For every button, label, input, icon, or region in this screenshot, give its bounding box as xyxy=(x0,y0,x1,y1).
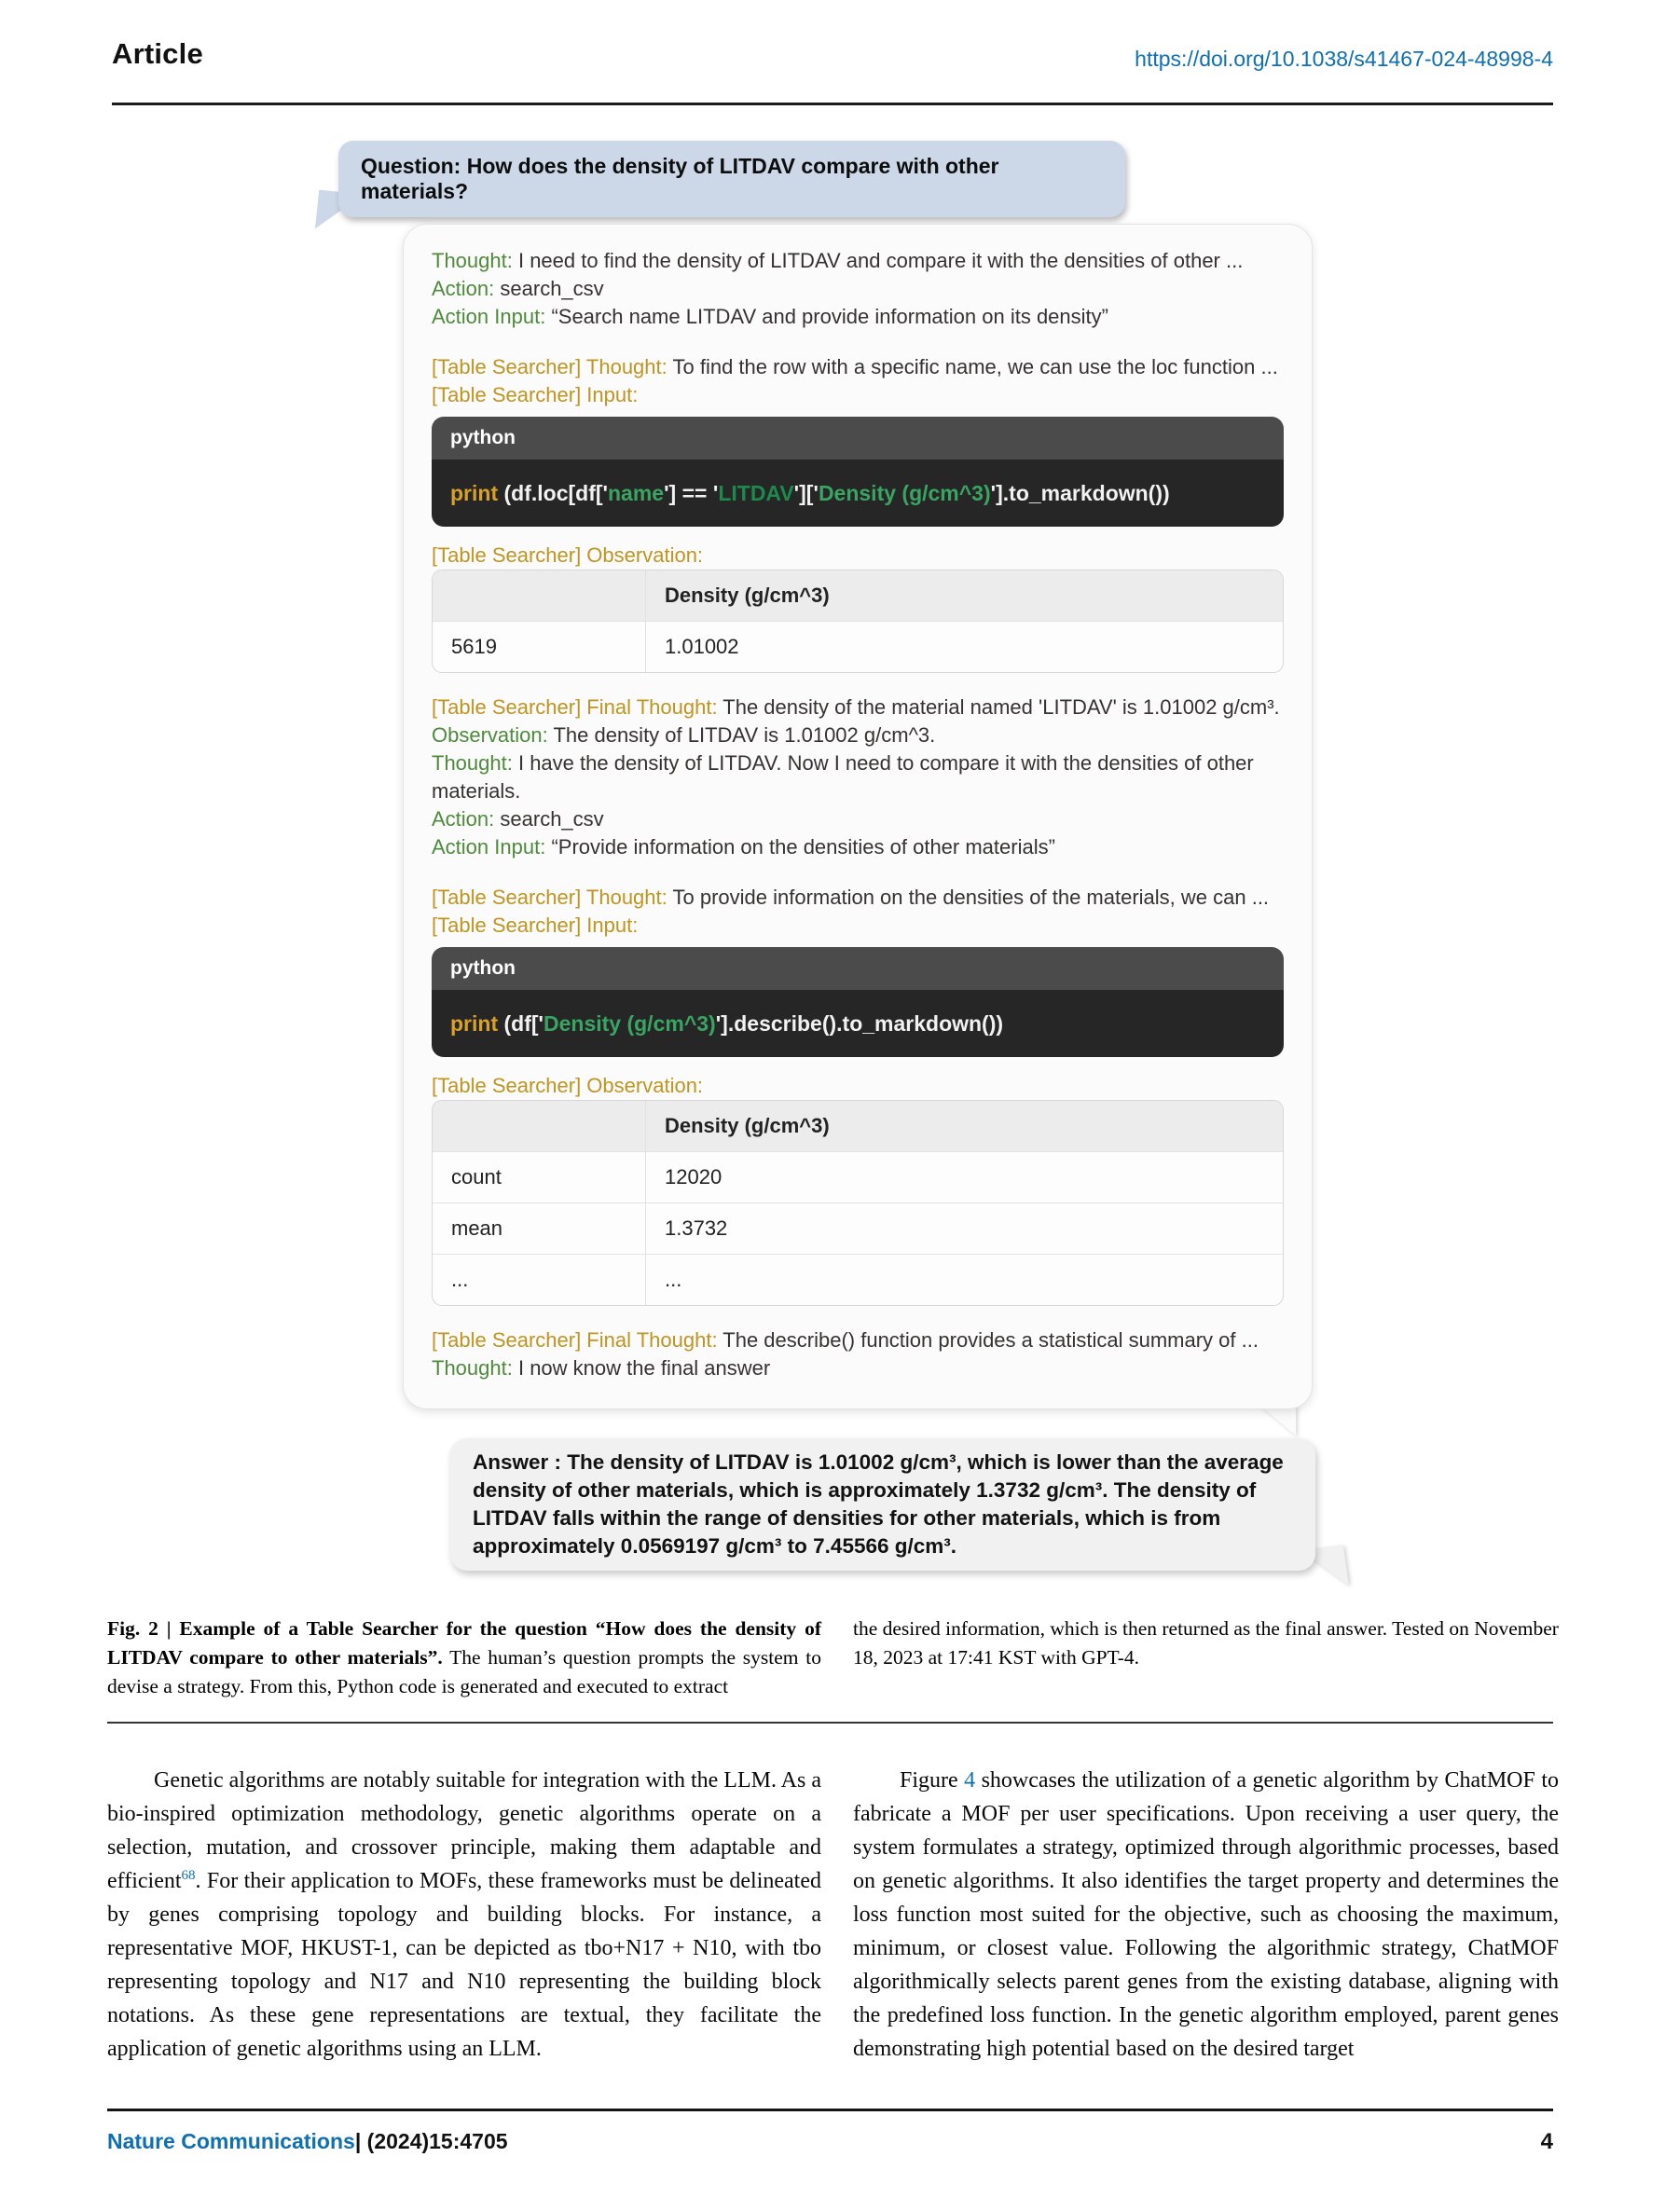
searcher-thought-label: [Table Searcher] Thought: xyxy=(432,886,667,909)
thought-text: I have the density of LITDAV. Now I need to compare it with the densities of other materials. xyxy=(432,751,1254,803)
searcher-input-line xyxy=(432,381,1284,409)
footer-rule xyxy=(107,2109,1553,2111)
code-string: Density (g/cm^3) xyxy=(818,481,991,505)
answer-bubble xyxy=(450,1438,1315,1571)
searcher1-thought-block xyxy=(432,353,1284,409)
code-line xyxy=(432,990,1284,1057)
action-label: Action: xyxy=(432,807,495,831)
table-header-density: Density (g/cm^3) xyxy=(645,1101,1283,1151)
searcher-input-label: [Table Searcher] Input: xyxy=(432,383,639,406)
code-language-label: python xyxy=(432,417,1284,460)
figure-caption-left xyxy=(107,1614,821,1701)
footer-separator: | xyxy=(354,2129,362,2153)
searcher-observation-line xyxy=(432,1072,1284,1100)
header-rule xyxy=(112,103,1553,105)
figure-caption-text: The human’s question prompts the system to devise a strategy. From this, Python code is generated and executed to extract xyxy=(107,1646,821,1697)
action-input-label: Action Input: xyxy=(432,835,546,859)
body-paragraph xyxy=(107,1764,821,2066)
footer-volume: (2024)15:4705 xyxy=(366,2129,508,2153)
citation-ref-link[interactable]: 68 xyxy=(181,1868,196,1883)
searcher-thought-text: To find the row with a specific name, we can use the loc function ... xyxy=(672,355,1278,378)
searcher-observation-line xyxy=(432,542,1284,570)
code-keyword: print xyxy=(450,1011,499,1036)
table-cell-value: 1.01002 xyxy=(645,621,1283,672)
code-language-label: python xyxy=(432,947,1284,990)
body-text: Figure xyxy=(900,1768,965,1793)
code-plain: (df[' xyxy=(498,1011,544,1036)
thought-line xyxy=(432,749,1284,805)
answer-text: Answer : The density of LITDAV is 1.01002 g/cm³, which is lower than the average density of other materials, which is approximately 1.3732 g/cm³. The density of LITDAV falls within the range of densities for other materials, which is from approximately 0.0569197 g/cm³ to 7.45566 g/cm³. xyxy=(473,1450,1284,1558)
code-string: name xyxy=(607,481,665,505)
page-number: 4 xyxy=(1540,2129,1553,2154)
searcher-input-label: [Table Searcher] Input: xyxy=(432,914,639,937)
body-paragraph xyxy=(853,1764,1559,2066)
body-text: Genetic algorithms are notably suitable for integration with the LLM. As a bio-inspired optimization methodology, genetic algorithms operate on a selection, mutation, and crossover principle, making them adaptable and efficient xyxy=(107,1768,821,1893)
figure-caption-right xyxy=(853,1614,1559,1672)
code-block-1 xyxy=(432,417,1284,527)
table-header-index xyxy=(433,570,645,621)
body-column-left xyxy=(107,1764,821,2066)
body-text: . For their application to MOFs, these frameworks must be delineated by genes comprising topology and building blocks. For instance, a representative MOF, HKUST-1, can be depicted as tbo+N17 + N10, with tbo representing topology and N17 and N10 representing the building block notations. As these gene representations are textual, they facilitate the application of genetic algorithms using an LLM. xyxy=(107,1869,821,2061)
body-text: showcases the utilization of a genetic algorithm by ChatMOF to fabricate a MOF per user specifications. Upon receiving a user query, the system formulates a strategy, optimized through algorithmic processes, based on genetic algorithms. It also identifies the target property and determines the loss function most suited for the objective, such as choosing the maximum, minimum, or closest value. Following the algorithmic strategy, ChatMOF algorithmically selects parent genes from the existing database, aligning with the predefined loss function. In the genetic algorithm employed, parent genes demonstrating high potential based on the desired target xyxy=(853,1768,1559,2061)
final-thought-label: Thought: xyxy=(432,1356,513,1380)
figure-caption-title: Fig. 2 | Example of a Table Searcher for the question “How does the density of LITDAV compare to other materials”. xyxy=(107,1617,821,1669)
table-cell-stat: ... xyxy=(433,1254,645,1305)
observation-label: Observation: xyxy=(432,723,548,747)
searcher-final-thought-label: [Table Searcher] Final Thought: xyxy=(432,695,718,719)
action-input-line xyxy=(432,833,1284,861)
thought-line xyxy=(432,247,1284,275)
searcher-final-thought-line xyxy=(432,1326,1284,1354)
searcher-thought-text: To provide information on the densities of the materials, we can ... xyxy=(672,886,1270,909)
action-label: Action: xyxy=(432,277,495,300)
figure-ref-link[interactable]: 4 xyxy=(964,1768,976,1793)
final-thought-text: I now know the final answer xyxy=(517,1356,771,1380)
question-bubble xyxy=(338,141,1125,217)
action-line xyxy=(432,805,1284,833)
action-input-text: “Provide information on the densities of other materials” xyxy=(551,835,1055,859)
code-string: LITDAV xyxy=(718,481,794,505)
searcher-thought-label: [Table Searcher] Thought: xyxy=(432,355,667,378)
searcher-observation-label: [Table Searcher] Observation: xyxy=(432,543,704,567)
code-block-2 xyxy=(432,947,1284,1057)
searcher-input-line xyxy=(432,912,1284,940)
table-header-density: Density (g/cm^3) xyxy=(645,570,1283,621)
action-input-line xyxy=(432,303,1284,331)
code-plain: (df.loc[df[' xyxy=(498,481,608,505)
thought-text: I need to find the density of LITDAV and compare it with the densities of other ... xyxy=(517,249,1244,272)
code-keyword: print xyxy=(450,481,499,505)
searcher-final-thought-line xyxy=(432,694,1284,721)
question-text: Question: How does the density of LITDAV compare with other materials? xyxy=(361,154,999,203)
searcher-observation-label: [Table Searcher] Observation: xyxy=(432,1074,704,1097)
action-text: search_csv xyxy=(500,807,604,831)
figure-caption-text: the desired information, which is then returned as the final answer. Tested on November 18, 2023 at 17:41 KST with GPT-4. xyxy=(853,1617,1559,1669)
code-string: Density (g/cm^3) xyxy=(544,1011,716,1036)
action-line xyxy=(432,275,1284,303)
code-plain: '].to_markdown()) xyxy=(990,481,1170,505)
thought-label: Thought: xyxy=(432,751,513,775)
table-cell-value: ... xyxy=(645,1254,1283,1305)
turn1-block xyxy=(432,247,1284,331)
searcher-thought-line xyxy=(432,353,1284,381)
article-type-label: Article xyxy=(112,37,203,70)
table-header-index xyxy=(433,1101,645,1151)
observation-line xyxy=(432,721,1284,749)
turn2-block xyxy=(432,721,1284,861)
action-input-label: Action Input: xyxy=(432,305,546,328)
action-input-text: “Search name LITDAV and provide information on its density” xyxy=(551,305,1108,328)
code-plain: '] == ' xyxy=(664,481,719,505)
observation-text: The density of LITDAV is 1.01002 g/cm^3. xyxy=(553,723,936,747)
table-cell-value: 1.3732 xyxy=(645,1202,1283,1254)
body-column-right xyxy=(853,1764,1559,2066)
table-cell-index: 5619 xyxy=(433,621,645,672)
final-thought-line xyxy=(432,1354,1284,1382)
searcher-thought-line xyxy=(432,884,1284,912)
table-cell-stat: count xyxy=(433,1151,645,1202)
code-plain: '].describe().to_markdown()) xyxy=(715,1011,1004,1036)
searcher-final-thought-label: [Table Searcher] Final Thought: xyxy=(432,1328,718,1352)
caption-rule xyxy=(107,1722,1553,1724)
searcher-final-thought-text: The density of the material named 'LITDAV' is 1.01002 g/cm³. xyxy=(722,695,1280,719)
searcher2-thought-block xyxy=(432,884,1284,940)
table-cell-value: 12020 xyxy=(645,1151,1283,1202)
doi-link[interactable]: https://doi.org/10.1038/s41467-024-48998-4 xyxy=(1135,47,1553,71)
footer-citation xyxy=(107,2129,508,2154)
searcher-final-thought-text: The describe() function provides a statistical summary of ... xyxy=(722,1328,1259,1352)
code-line xyxy=(432,460,1284,527)
journal-name-link[interactable]: Nature Communications xyxy=(107,2129,355,2153)
thought-label: Thought: xyxy=(432,249,513,272)
action-text: search_csv xyxy=(500,277,604,300)
agent-trace-panel xyxy=(403,224,1313,1409)
code-plain: '][' xyxy=(793,481,819,505)
observation-table-2 xyxy=(432,1100,1284,1306)
table-cell-stat: mean xyxy=(433,1202,645,1254)
observation-table-1 xyxy=(432,570,1284,673)
